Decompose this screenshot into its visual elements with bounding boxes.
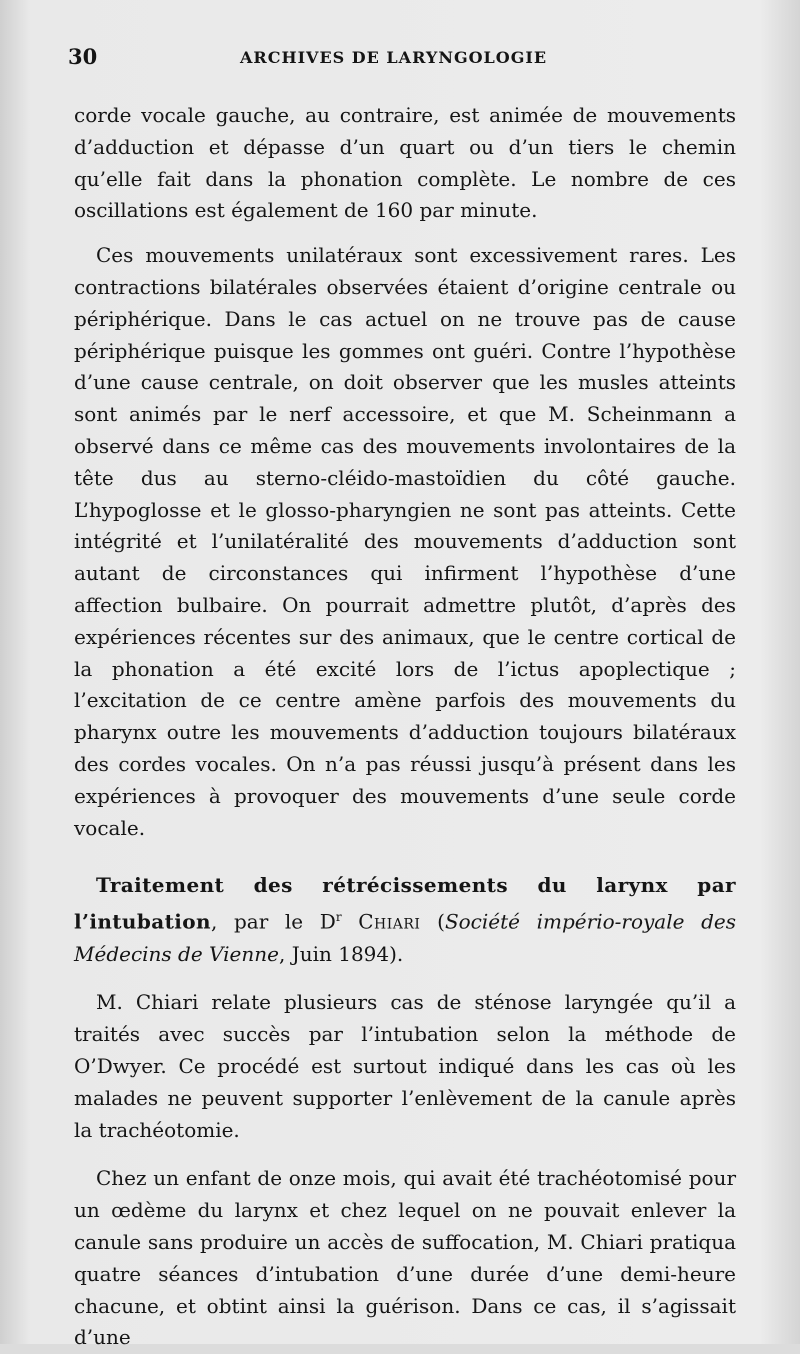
article-byline: , par le D — [210, 909, 336, 934]
paragraph: Ces mouvements unilatéraux sont excessivement rares. Les contractions bilatérales observées étaient d’origine centrale ou périphérique. Dans le cas actuel on ne trouve pas de cause périphérique puisque les gommes ont guéri. Contre l’hypothèse d’une cause centrale, on doit observer que les musles atteints sont animés par le nerf accessoire, et que M. Scheinmann a observé dans ce même cas des mouvements involontaires de la tête dus au sterno-cléido-mastoïdien du côté gauche. L’hypoglosse et le glosso-pharyngien ne sont pas atteints. Cette intégrité et l’unilatéralité des mouvements d’adduction sont autant de circonstances qui infirment l’hypothèse d’une affection bulbaire. On pourrait admettre plutôt, d’après des expériences récentes sur des animaux, que le centre cortical de la phonation a été excité lors de l’ictus apoplectique ; l’excitation de ce centre amène parfois des mouvements du pharynx outre les mouvements d’adduction toujours bilatéraux des cordes vocales. On n’a pas réussi jusqu’à présent dans les expériences à provoquer des mouvements d’une seule corde vocale. — [74, 243, 736, 840]
body-text — [74, 100, 736, 1354]
paragraph: corde vocale gauche, au contraire, est animée de mouvements d’adduction et dépasse d’un quart ou d’un tiers le chemin qu’elle fait dans la phonation complète. Le nombre de ces oscillations est également de 160 par minute. — [74, 103, 736, 223]
article-source: Société império-royale des Médecins de Vienne — [74, 909, 737, 966]
doctor-abbrev-sup: r — [335, 910, 342, 925]
article-date: , Juin 1894). — [278, 941, 404, 966]
article-heading: Traitement des rétrécissements du larynx par l’intubation, par le $D^r$ Chiari (Société império-royale des Médecins de Vienne, Juin 1894). — [74, 873, 737, 966]
paragraph: M. Chiari relate plusieurs cas de sténose laryngée qu’il a traités avec succès par l’intubation selon la méthode de O’Dwyer. Ce procédé est surtout indiqué dans les cas où les malades ne peuvent supporter l’enlèvement de la canule après la trachéotomie. — [74, 990, 736, 1142]
paragraph: Chez un enfant de onze mois, qui avait été trachéotomisé pour un œdème du larynx et chez lequel on ne pouvait enlever la canule sans produire un accès de suffocation, M. Chiari pratiqua quatre séances d’intubation d’une durée d’une demi-heure chacune, et obtint ainsi la guérison. Dans ce cas, il s’agissait d’une — [74, 1166, 736, 1350]
article-title: Traitement des rétrécissements du larynx par l’intubation — [74, 873, 736, 934]
page-number: 30 — [68, 44, 98, 69]
running-title: ARCHIVES DE LARYNGOLOGIE — [240, 48, 548, 67]
article-author: Chiari — [358, 909, 421, 934]
page-header — [68, 44, 728, 78]
